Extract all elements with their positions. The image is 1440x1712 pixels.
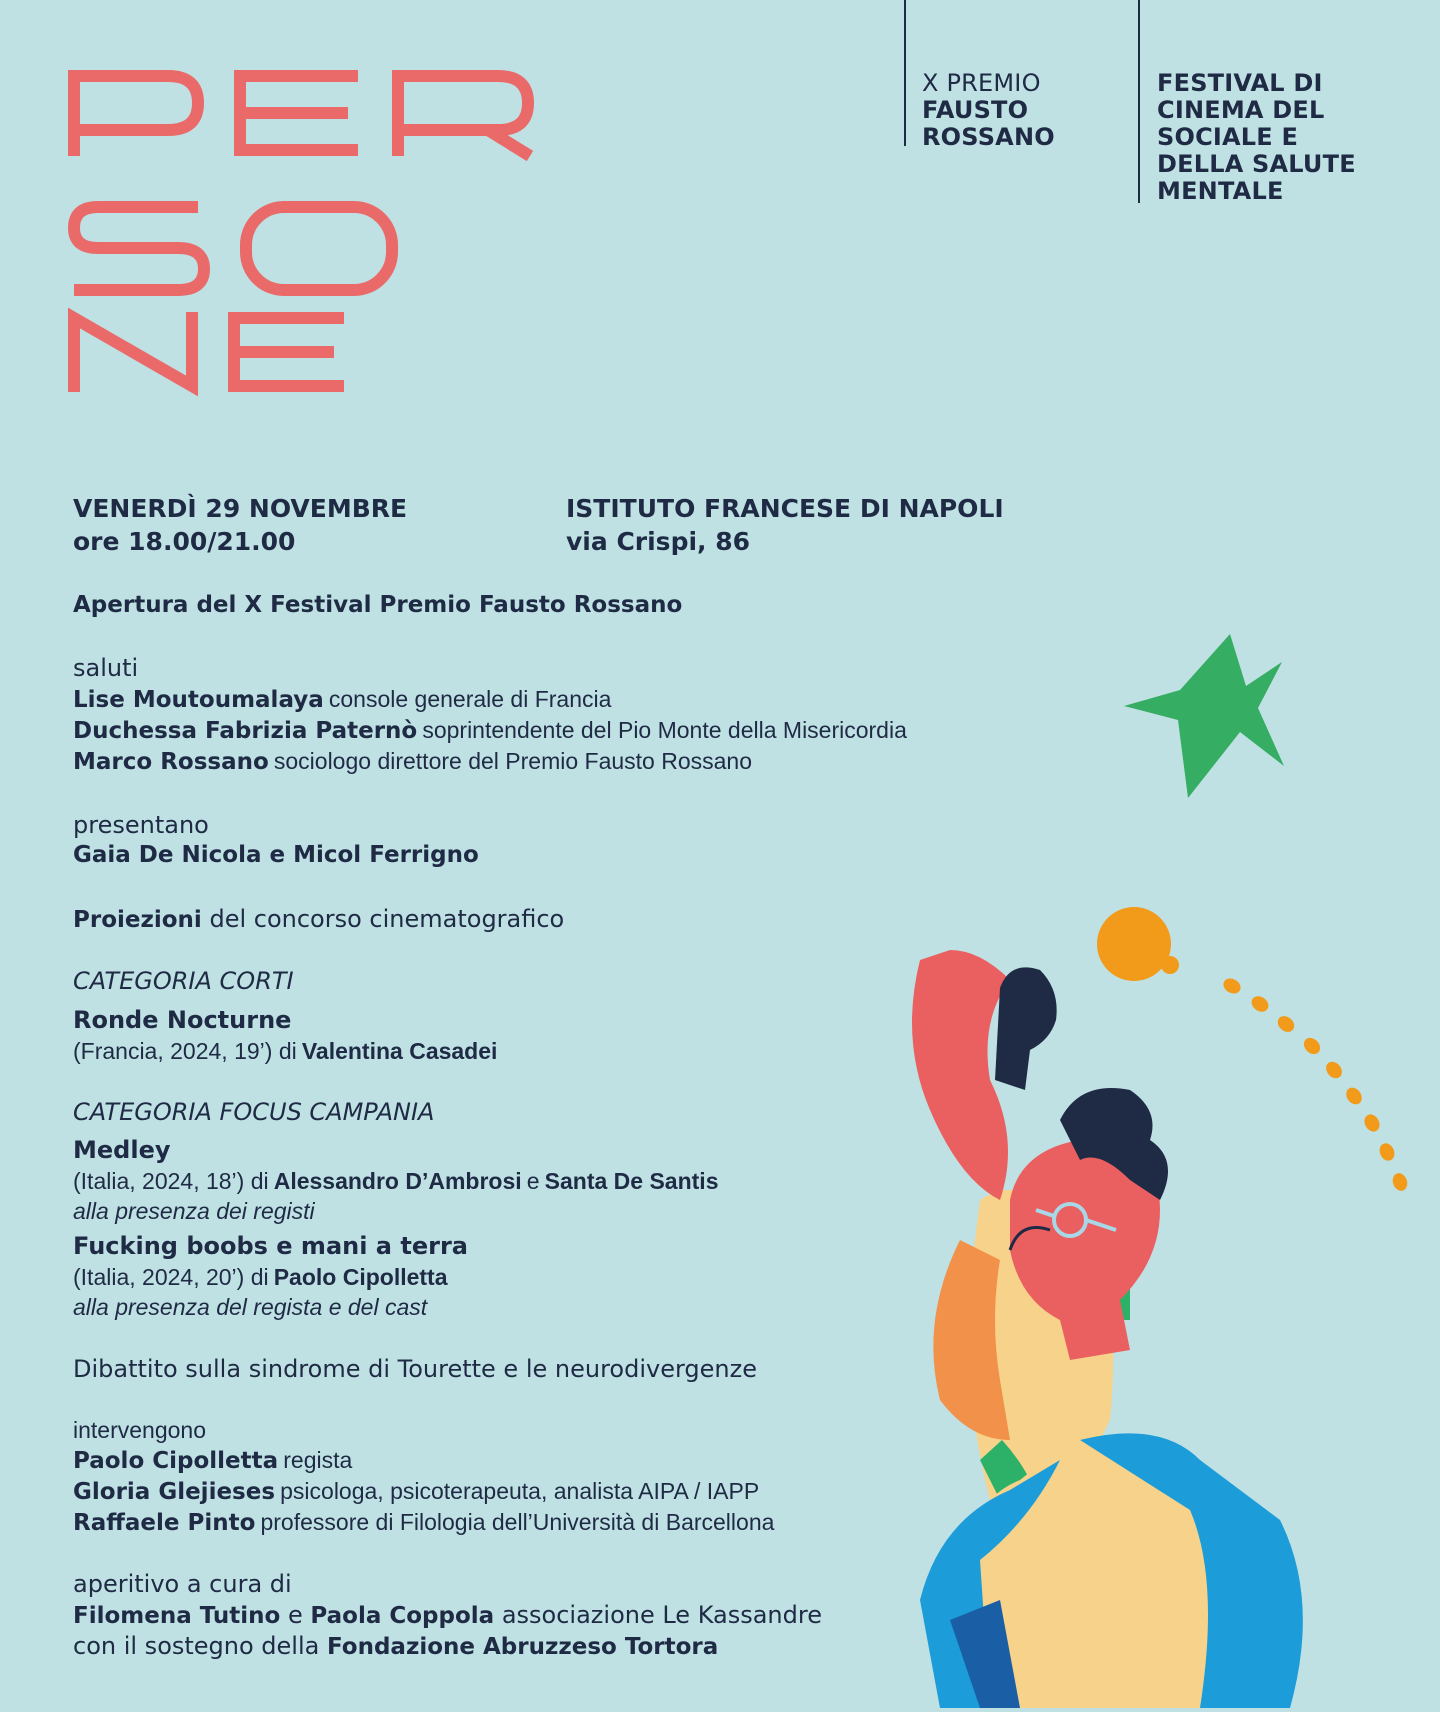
aperitivo-name: Filomena Tutino <box>73 1603 281 1629</box>
festival-line: CINEMA DEL <box>1157 96 1325 124</box>
person-role: soprintendente del Pio Monte della Misericordia <box>422 717 907 743</box>
title-persone <box>68 70 668 430</box>
event-address: via Crispi, 86 <box>566 527 751 556</box>
film-info-row <box>73 1264 448 1291</box>
person-role: regista <box>283 1447 353 1473</box>
aperitivo-assoc: associazione Le Kassandre <box>501 1601 822 1629</box>
event-venue: ISTITUTO FRANCESE DI NAPOLI <box>566 494 1004 523</box>
award-block <box>922 70 1055 151</box>
person-name: Marco Rossano <box>73 749 269 775</box>
film-info: (Italia, 2024, 18’) di <box>73 1168 269 1194</box>
person-name: Duchessa Fabrizia Paternò <box>73 718 418 744</box>
support-name: Fondazione Abruzzeso Tortora <box>327 1634 719 1660</box>
divider-right <box>1138 0 1140 203</box>
film-director: Santa De Santis <box>544 1168 719 1194</box>
category-focus-label: CATEGORIA FOCUS CAMPANIA <box>73 1098 435 1126</box>
film-info: (Italia, 2024, 20’) di <box>73 1264 269 1290</box>
aperitivo-name: Paola Coppola <box>310 1603 495 1629</box>
star-icon <box>1124 634 1284 798</box>
film-info: (Francia, 2024, 19’) di <box>73 1038 297 1064</box>
award-name-2: ROSSANO <box>922 123 1055 151</box>
speaker-row <box>73 1509 774 1536</box>
aperitivo-conj: e <box>287 1601 303 1629</box>
aperitivo-row <box>73 1601 822 1629</box>
award-name-1: FAUSTO <box>922 96 1029 124</box>
film-info-row <box>73 1038 497 1065</box>
person-role: console generale di Francia <box>328 686 612 712</box>
speakers-label: intervengono <box>73 1417 206 1443</box>
projections-line <box>73 905 564 933</box>
festival-line: DELLA SALUTE <box>1157 150 1356 178</box>
title-graphic <box>68 70 668 430</box>
person-name: Paolo Cipolletta <box>73 1448 279 1474</box>
support-prefix: con il sostegno della <box>73 1632 320 1660</box>
presenters-names: Gaia De Nicola e Micol Ferrigno <box>73 842 479 868</box>
person-name: Raffaele Pinto <box>73 1510 256 1536</box>
person-name: Lise Moutoumalaya <box>73 687 324 713</box>
speaker-row <box>73 1478 759 1505</box>
film-title: Medley <box>73 1136 171 1164</box>
film-director: Alessandro D’Ambrosi <box>273 1168 522 1194</box>
festival-line: FESTIVAL DI <box>1157 69 1323 97</box>
support-row <box>73 1632 718 1660</box>
festival-line: SOCIALE E <box>1157 123 1299 151</box>
category-shorts-label: CATEGORIA CORTI <box>73 967 294 995</box>
greetings-label: saluti <box>73 654 139 682</box>
festival-line: MENTALE <box>1157 177 1284 205</box>
ball-icon <box>1097 907 1171 981</box>
projections-rest: del concorso cinematografico <box>209 905 565 933</box>
aperitivo-label: aperitivo a cura di <box>73 1570 292 1598</box>
festival-block <box>1157 70 1356 205</box>
projections-bold: Proiezioni <box>73 907 202 933</box>
film-title: Fucking boobs e mani a terra <box>73 1232 468 1260</box>
event-time: ore 18.00/21.00 <box>73 527 296 556</box>
speaker-row <box>73 1447 352 1474</box>
event-date: VENERDÌ 29 NOVEMBRE <box>73 494 408 523</box>
film-note: alla presenza dei registi <box>73 1198 315 1224</box>
illustration <box>860 620 1440 1708</box>
person-name: Gloria Glejieses <box>73 1479 276 1505</box>
person-role: sociologo direttore del Premio Fausto Rossano <box>273 748 753 774</box>
film-info-row <box>73 1168 719 1195</box>
presenters-label: presentano <box>73 811 209 839</box>
film-title: Ronde Nocturne <box>73 1006 292 1034</box>
person-role: psicologa, psicoterapeuta, analista AIPA / IAPP <box>280 1478 760 1504</box>
divider-left <box>904 0 906 146</box>
film-note: alla presenza del regista e del cast <box>73 1294 428 1320</box>
greeting-row <box>73 717 907 744</box>
opening-line: Apertura del X Festival Premio Fausto Rossano <box>73 592 683 618</box>
film-director: Valentina Casadei <box>301 1038 498 1064</box>
film-director: Paolo Cipolletta <box>273 1264 448 1290</box>
award-edition: X PREMIO <box>922 69 1041 97</box>
greeting-row <box>73 748 752 775</box>
person-role: professore di Filologia dell’Università di Barcellona <box>260 1509 775 1535</box>
film-conj: e <box>526 1168 540 1194</box>
debate-line: Dibattito sulla sindrome di Tourette e le neurodivergenze <box>73 1355 757 1383</box>
greeting-row <box>73 686 611 713</box>
